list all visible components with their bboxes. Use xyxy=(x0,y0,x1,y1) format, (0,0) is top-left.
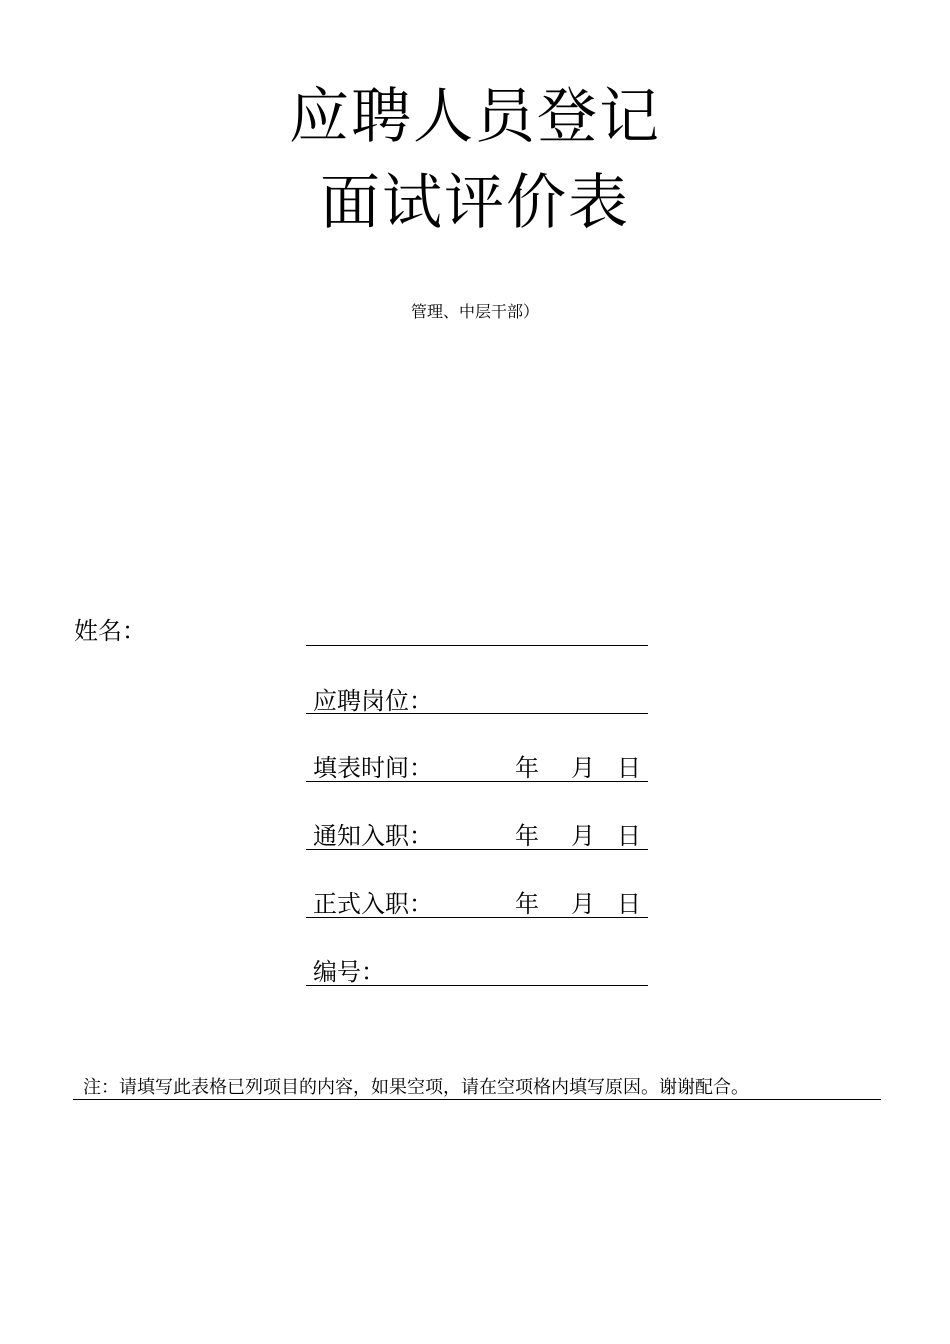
formal-date-month: 月 xyxy=(571,890,595,918)
page-title-line2: 面试评价表 xyxy=(320,168,630,238)
page-title-line1: 应聘人员登记 xyxy=(289,82,661,152)
notice-date-month: 月 xyxy=(571,822,595,850)
fill-date-month: 月 xyxy=(571,754,595,782)
notice-date-field-line[interactable] xyxy=(306,849,648,850)
position-field-line[interactable] xyxy=(306,713,648,714)
number-field-line[interactable] xyxy=(306,985,648,986)
formal-date-label: 正式入职： xyxy=(313,890,433,918)
notice-date-year: 年 xyxy=(515,822,539,850)
page-subtitle: 管理、中层干部） xyxy=(410,302,539,321)
name-label: 姓名： xyxy=(74,617,146,645)
notice-date-label: 通知入职： xyxy=(313,822,433,850)
formal-date-field-line[interactable] xyxy=(306,917,648,918)
formal-date-year: 年 xyxy=(515,890,539,918)
fill-date-year: 年 xyxy=(515,754,539,782)
formal-date-day: 日 xyxy=(617,890,641,918)
position-label: 应聘岗位： xyxy=(313,687,433,715)
fill-date-label: 填表时间： xyxy=(313,754,433,782)
fill-date-field-line[interactable] xyxy=(306,781,648,782)
name-field-line[interactable] xyxy=(306,645,648,646)
footer-note: 注：请填写此表格已列项目的内容，如果空项，请在空项格内填写原因。谢谢配合。 xyxy=(73,1077,881,1100)
notice-date-day: 日 xyxy=(617,822,641,850)
number-label: 编号： xyxy=(313,958,385,986)
fill-date-day: 日 xyxy=(617,754,641,782)
